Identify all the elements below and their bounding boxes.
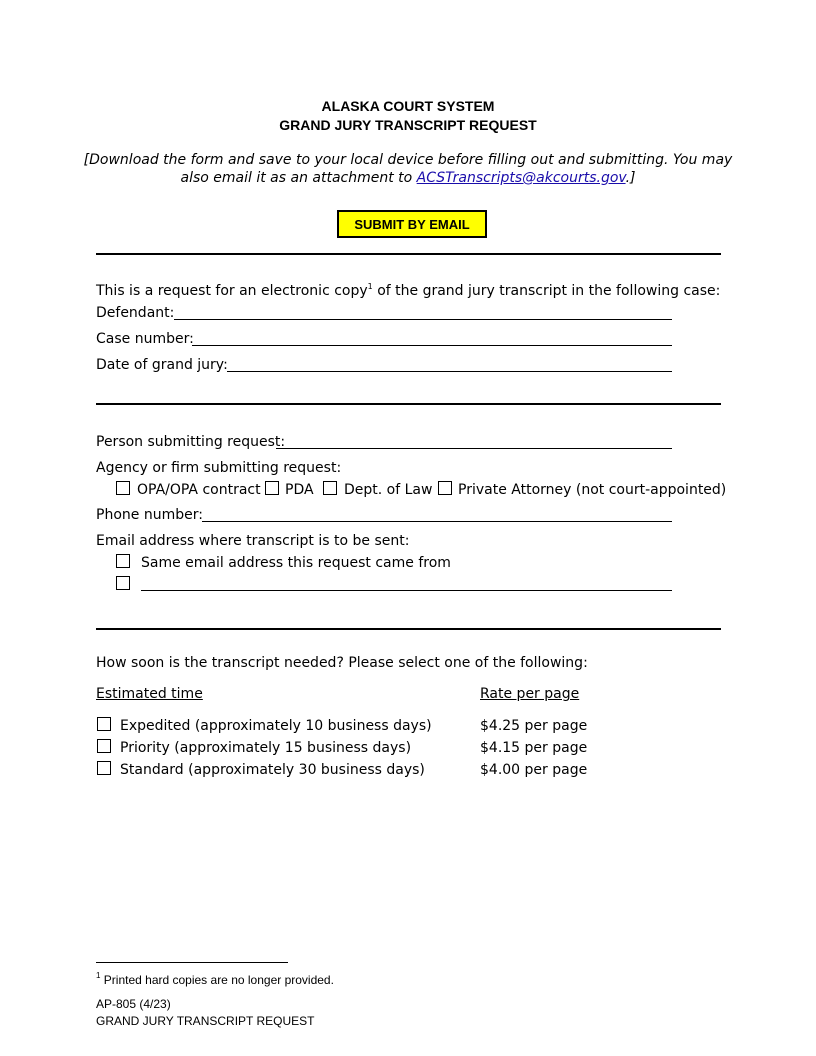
estimated-time-header: Estimated time	[96, 686, 203, 702]
intro-suffix: .]	[625, 170, 636, 186]
dept-of-law-checkbox[interactable]	[323, 481, 337, 495]
section-divider	[96, 253, 721, 255]
case-number-label: Case number:	[96, 331, 194, 347]
priority-rate: $4.15 per page	[480, 740, 588, 756]
priority-checkbox[interactable]	[97, 739, 111, 753]
email-address-label: Email address where transcript is to be sent:	[96, 533, 410, 549]
grand-jury-date-label: Date of grand jury:	[96, 357, 228, 373]
case-number-field[interactable]	[192, 345, 672, 346]
section-divider	[96, 628, 721, 630]
footnote-ref: 1	[367, 282, 373, 291]
footnote-separator	[96, 962, 288, 963]
grand-jury-date-field[interactable]	[227, 371, 672, 372]
person-label: Person submitting request:	[96, 434, 286, 450]
expedited-label: Expedited (approximately 10 business days)	[120, 718, 432, 734]
form-footer-title: GRAND JURY TRANSCRIPT REQUEST	[96, 1014, 315, 1028]
standard-checkbox[interactable]	[97, 761, 111, 775]
form-code: AP-805 (4/23)	[96, 997, 171, 1011]
same-email-label: Same email address this request came from	[141, 555, 451, 571]
pda-label: PDA	[285, 482, 314, 498]
phone-field[interactable]	[202, 521, 672, 522]
defendant-label: Defendant:	[96, 305, 175, 321]
other-email-field[interactable]	[141, 590, 672, 591]
standard-rate: $4.00 per page	[480, 762, 588, 778]
rate-header: Rate per page	[480, 686, 580, 702]
other-email-checkbox[interactable]	[116, 576, 130, 590]
footnote-text: $^1$ Printed hard copies are no longer provided.	[96, 971, 334, 987]
expedited-checkbox[interactable]	[97, 717, 111, 731]
request-statement: This is a request for an electronic copy$^1$ of the grand jury transcript in the following case:	[96, 282, 721, 299]
intro-line1: [Download the form and save to your local device before filling out and submitting. You may	[83, 152, 733, 168]
email-link[interactable]: ACSTranscripts@akcourts.gov	[416, 170, 626, 186]
priority-label: Priority (approximately 15 business days)	[120, 740, 412, 756]
section-divider	[96, 403, 721, 405]
intro-prefix: also email it as an attachment to	[180, 170, 417, 186]
standard-label: Standard (approximately 30 business days)	[120, 762, 425, 778]
person-field[interactable]	[276, 448, 672, 449]
phone-label: Phone number:	[96, 507, 203, 523]
agency-label: Agency or firm submitting request:	[96, 460, 342, 476]
submit-by-email-button[interactable]: SUBMIT BY EMAIL	[337, 210, 487, 238]
expedited-rate: $4.25 per page	[480, 718, 588, 734]
defendant-field[interactable]	[174, 319, 672, 320]
same-email-checkbox[interactable]	[116, 554, 130, 568]
private-attorney-label: Private Attorney (not court-appointed)	[458, 482, 727, 498]
opa-label: OPA/OPA contract	[137, 482, 261, 498]
private-attorney-checkbox[interactable]	[438, 481, 452, 495]
form-title-line2: GRAND JURY TRANSCRIPT REQUEST	[279, 117, 537, 133]
pda-checkbox[interactable]	[265, 481, 279, 495]
opa-checkbox[interactable]	[116, 481, 130, 495]
form-title-line1: ALASKA COURT SYSTEM	[321, 98, 495, 114]
intro-line2	[0, 169, 816, 187]
timing-question: How soon is the transcript needed? Please select one of the following:	[96, 655, 588, 671]
dept-of-law-label: Dept. of Law	[344, 482, 433, 498]
